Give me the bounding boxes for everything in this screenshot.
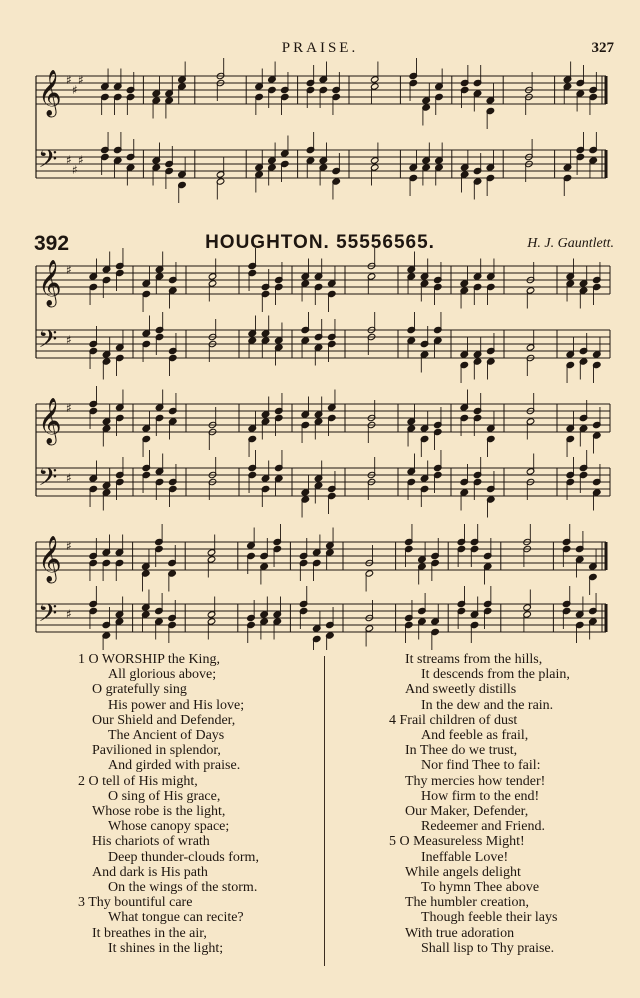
sharp-sign: ♯ — [78, 73, 84, 87]
bass-clef: 𝄢 — [38, 463, 58, 498]
verse-line: And dark is His path — [92, 864, 208, 880]
treble-clef: 𝄞 — [38, 260, 62, 306]
verse-line: 1 O WORSHIP the King, — [78, 652, 220, 667]
verse-line: With true adoration — [405, 925, 515, 941]
sharp-sign: ♯ — [66, 539, 72, 553]
bass-clef: 𝄢 — [38, 599, 58, 634]
verse-line: His power and His love; — [108, 697, 245, 713]
verse-line: 5 O Measureless Might! — [389, 834, 525, 850]
verse-line: Ineffable Love! — [421, 849, 509, 865]
verse-line: And feeble as frail, — [421, 728, 529, 743]
verse-line: It breathes in the air, — [92, 925, 207, 941]
verse-line: In the dew and the rain. — [421, 697, 554, 713]
sharp-sign: ♯ — [66, 607, 72, 621]
verse-line: Redeemer and Friend. — [421, 819, 546, 835]
verse-line: Nor find Thee to fail: — [421, 758, 541, 774]
treble-clef: 𝄞 — [38, 536, 62, 582]
tune-meter: 55556565. — [336, 232, 435, 253]
verse-line: 3 Thy bountiful care — [78, 895, 193, 911]
bass-clef: 𝄢 — [38, 145, 58, 180]
verse-line: 2 O tell of His might, — [78, 773, 198, 789]
verse-line: To hymn Thee above — [421, 880, 540, 895]
treble-clef: 𝄞 — [38, 70, 62, 116]
verse-line: Whose robe is the light, — [92, 804, 226, 819]
verse-line: And girded with praise. — [108, 758, 241, 774]
verse-line: What tongue can recite? — [108, 910, 244, 926]
sharp-sign: ♯ — [78, 153, 84, 167]
hymn-number: 392 — [34, 232, 70, 255]
page-number: 327 — [591, 40, 614, 56]
column-divider — [324, 656, 325, 966]
bass-clef: 𝄢 — [38, 325, 58, 360]
verse-line: The Ancient of Days — [108, 728, 225, 743]
verse-line: While angels delight — [405, 864, 521, 880]
verse-line: It shines in the light; — [108, 940, 224, 956]
verse-line: O gratefully sing — [92, 682, 187, 698]
verse-line: O sing of His grace, — [108, 788, 221, 804]
verse-line: Thy mercies how tender! — [405, 773, 546, 789]
verse-line: Pavilioned in splendor, — [92, 743, 221, 759]
verse-line: Deep thunder-clouds form, — [108, 849, 259, 865]
verse-line: In Thee do we trust, — [405, 743, 518, 759]
sharp-sign: ♯ — [72, 83, 78, 97]
treble-clef: 𝄞 — [38, 398, 62, 444]
verse-line: Though feeble their lays — [421, 910, 558, 926]
hymn-text — [0, 652, 640, 972]
verse-line: Our Maker, Defender, — [405, 804, 529, 819]
verse-line: Whose canopy space; — [108, 819, 230, 835]
verse-line: It streams from the hills, — [405, 652, 543, 667]
verse-line: It descends from the plain, — [421, 667, 570, 683]
sharp-sign: ♯ — [66, 73, 72, 87]
composer: H. J. Gauntlett. — [527, 236, 614, 251]
verse-line: Shall lisp to Thy praise. — [421, 940, 555, 956]
tune-name: HOUGHTON. — [205, 232, 330, 253]
sharp-sign: ♯ — [66, 263, 72, 277]
verse-line: The humbler creation, — [405, 895, 530, 911]
sharp-sign: ♯ — [66, 401, 72, 415]
verse-line: Our Shield and Defender, — [92, 712, 236, 728]
sharp-sign: ♯ — [66, 471, 72, 485]
sharp-sign: ♯ — [66, 333, 72, 347]
verse-line: All glorious above; — [108, 667, 217, 683]
sharp-sign: ♯ — [66, 153, 72, 167]
verse-line: On the wings of the storm. — [108, 880, 258, 895]
sharp-sign: ♯ — [72, 163, 78, 177]
verse-line: His chariots of wrath — [92, 834, 210, 850]
verse-line: How firm to the end! — [421, 788, 540, 804]
verse-line: And sweetly distills — [405, 682, 517, 698]
verse-line: 4 Frail children of dust — [389, 712, 518, 728]
running-head: PRAISE. — [281, 40, 359, 56]
